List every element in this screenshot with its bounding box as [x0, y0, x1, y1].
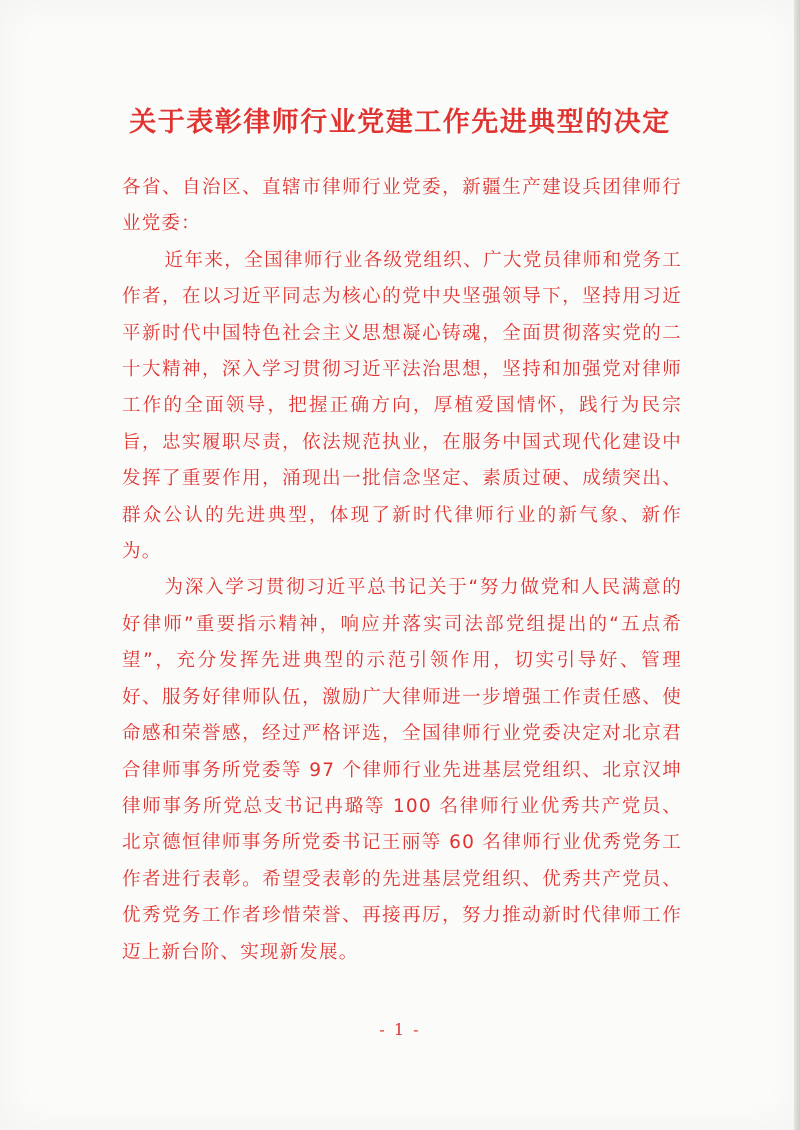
document-title: 关于表彰律师行业党建工作先进典型的决定: [129, 107, 671, 138]
salutation: 各省、自治区、直辖市律师行业党委，新疆生产建设兵团律师行业党委：: [122, 177, 682, 235]
page-number: - 1 -: [379, 1020, 421, 1039]
page-edge-shadow: [794, 0, 800, 1130]
document-body: [122, 170, 682, 971]
paragraph-2: 为深入学习贯彻习近平总书记关于“努力做党和人民满意的好律师”重要指示精神，响应并落实司法部党组提出的“五点希望”，充分发挥先进典型的示范引领作用，切实引导好、管理好、服务好律师队伍，激励广大律师进一步增强工作责任感、使命感和荣誉感，经过严格评选，全国律师行业党委决定对北京君合律师事务所党委等 97 个律师行业先进基层党组织、北京汉坤律师事务所党总支书记冉璐等 100 名律师行业优秀共产党员、北京德恒律师事务所党委书记王丽等 60 名律师行业优秀党务工作者进行表彰。希望受表彰的先进基层党组织、优秀共产党员、优秀党务工作者珍惜荣誉、再接再厉，努力推动新时代律师工作迈上新台阶、实现新发展。: [122, 577, 682, 963]
paragraph-1: 近年来，全国律师行业各级党组织、广大党员律师和党务工作者，在以习近平同志为核心的党中央坚强领导下，坚持用习近平新时代中国特色社会主义思想凝心铸魂，全面贯彻落实党的二十大精神，深入学习贯彻习近平法治思想，坚持和加强党对律师工作的全面领导，把握正确方向，厚植爱国情怀，践行为民宗旨，忠实履职尽责，依法规范执业，在服务中国式现代化建设中发挥了重要作用，涌现出一批信念坚定、素质过硬、成绩突出、群众公认的先进典型，体现了新时代律师行业的新气象、新作为。: [122, 249, 682, 563]
